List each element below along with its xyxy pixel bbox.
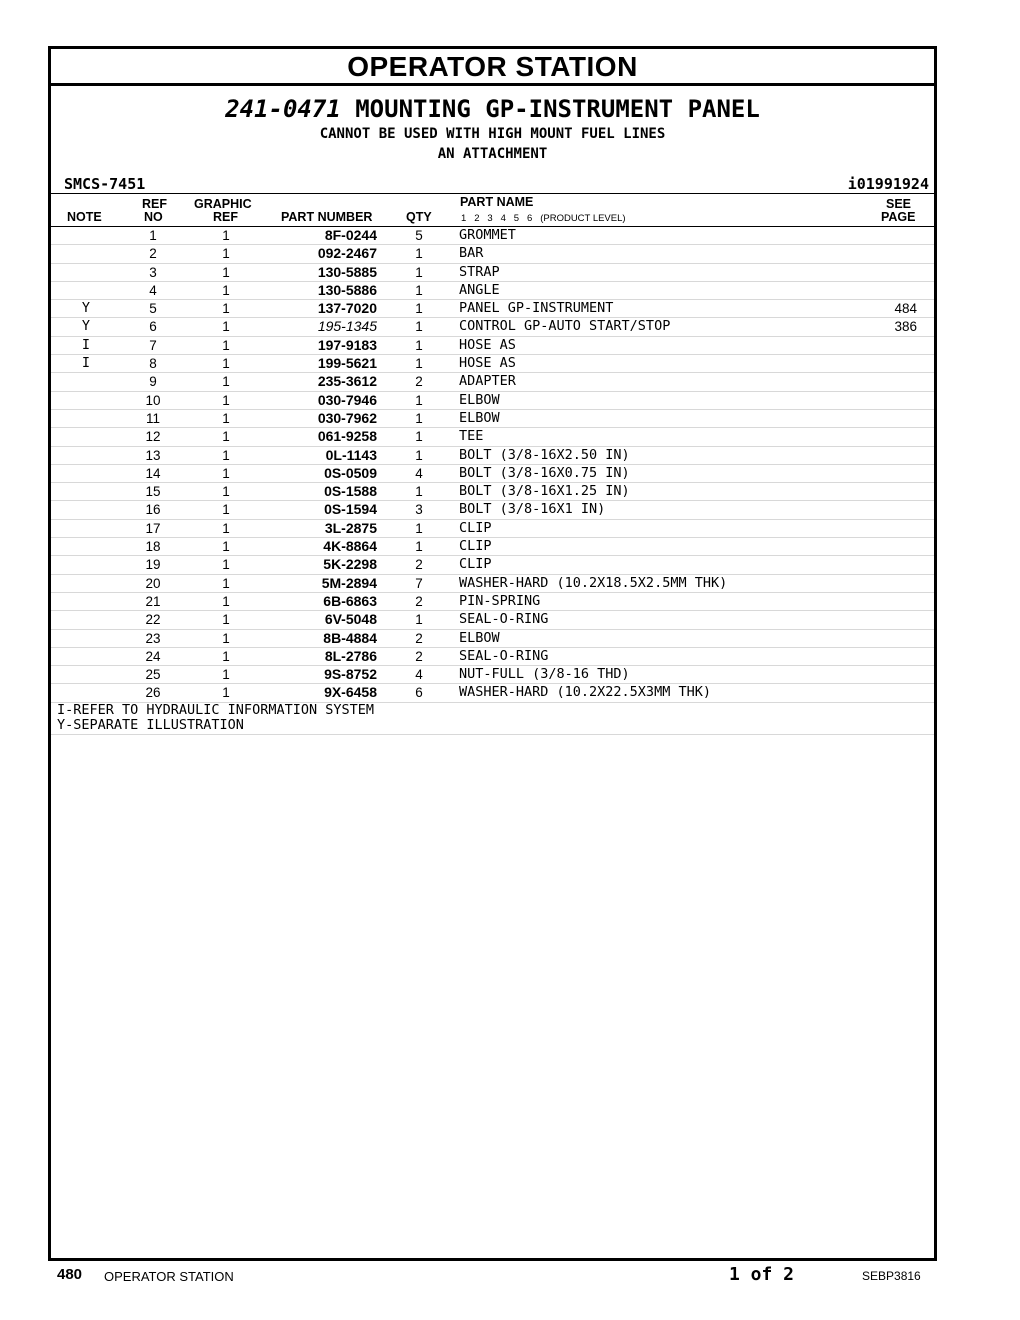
part-name-cell: CLIP: [459, 556, 492, 573]
note-cell: Y: [81, 300, 91, 317]
col-part-number: PART NUMBER: [281, 210, 373, 224]
table-row: [51, 575, 934, 593]
part-number-cell: 130-5886: [317, 281, 377, 298]
part-number-cell: 197-9183: [317, 336, 377, 353]
part-name-cell: ANGLE: [459, 281, 500, 298]
group-number: 241-0471: [225, 95, 341, 123]
ref-no-cell: 24: [145, 648, 161, 664]
page-footer: [0, 1262, 1020, 1292]
page-count: 1 of 2: [729, 1264, 795, 1285]
table-row: [51, 282, 934, 300]
part-number-cell: 0S-0509: [324, 464, 377, 481]
part-number-cell: 3L-2875: [324, 519, 377, 536]
part-name-cell: CLIP: [459, 538, 492, 555]
graphic-ref-cell: 1: [222, 630, 230, 646]
graphic-ref-cell: 1: [222, 465, 230, 481]
ref-no-cell: 21: [145, 593, 161, 609]
graphic-ref-cell: 1: [222, 447, 230, 463]
group-name: MOUNTING GP-INSTRUMENT PANEL: [355, 95, 760, 123]
qty-cell: 7: [415, 575, 423, 591]
qty-cell: 1: [415, 429, 423, 445]
ref-no-cell: 2: [149, 246, 157, 262]
note-cell: I: [81, 355, 91, 372]
graphic-ref-cell: 1: [222, 429, 230, 445]
qty-cell: 1: [415, 264, 423, 280]
qty-cell: 1: [415, 392, 423, 408]
graphic-ref-cell: 1: [222, 520, 230, 536]
ref-no-cell: 16: [145, 502, 161, 518]
table-row: [51, 373, 934, 391]
part-name-cell: CLIP: [459, 519, 492, 536]
ref-no-cell: 7: [149, 337, 157, 353]
graphic-ref-cell: 1: [222, 374, 230, 390]
qty-cell: 1: [415, 410, 423, 426]
qty-cell: 5: [415, 228, 423, 243]
group-note-1: CANNOT BE USED WITH HIGH MOUNT FUEL LINES: [319, 126, 666, 142]
qty-cell: 1: [415, 319, 423, 335]
legend-item-y: Y-SEPARATE ILLUSTRATION: [57, 716, 244, 733]
illustration-id: i01991924: [847, 175, 929, 193]
col-note: NOTE: [67, 210, 102, 224]
group-title: [51, 94, 934, 124]
graphic-ref-cell: 1: [222, 228, 230, 243]
graphic-ref-cell: 1: [222, 502, 230, 518]
ref-no-cell: 17: [145, 520, 161, 536]
graphic-ref-cell: 1: [222, 264, 230, 280]
table-row: [51, 520, 934, 538]
table-row: [51, 428, 934, 446]
graphic-ref-cell: 1: [222, 319, 230, 335]
table-row: [51, 337, 934, 355]
part-number-cell: 8B-4884: [323, 629, 377, 646]
part-name-cell: PIN-SPRING: [459, 592, 541, 609]
qty-cell: 2: [415, 557, 423, 573]
graphic-ref-cell: 1: [222, 282, 230, 298]
graphic-ref-cell: 1: [222, 356, 230, 372]
table-row: [51, 611, 934, 629]
ref-no-cell: 6: [149, 319, 157, 335]
part-name-cell: GROMMET: [459, 227, 516, 243]
page-number: 480: [57, 1266, 83, 1283]
col-see-1: SEE: [886, 197, 912, 211]
qty-cell: 1: [415, 520, 423, 536]
part-number-cell: 0L-1143: [325, 446, 377, 463]
part-number-cell: 5M-2894: [321, 574, 377, 591]
ref-no-cell: 11: [145, 410, 160, 426]
part-name-cell: CONTROL GP-AUTO START/STOP: [459, 318, 671, 335]
part-number-cell: 8F-0244: [324, 227, 377, 243]
part-name-cell: ELBOW: [459, 391, 500, 408]
ref-no-cell: 9: [149, 374, 157, 390]
table-row: [51, 648, 934, 666]
part-name-cell: BOLT (3/8-16X0.75 IN): [459, 464, 630, 481]
part-name-cell: PANEL GP-INSTRUMENT: [459, 300, 614, 317]
col-ref-2: NO: [144, 210, 163, 224]
part-number-cell: 030-7946: [317, 391, 377, 408]
part-name-cell: ADAPTER: [459, 373, 516, 390]
graphic-ref-cell: 1: [222, 246, 230, 262]
qty-cell: 6: [415, 685, 423, 701]
part-name-cell: ELBOW: [459, 629, 500, 646]
col-ref-1: REF: [142, 197, 167, 211]
part-number-cell: 4K-8864: [323, 538, 377, 555]
part-number-cell: 5K-2298: [323, 556, 377, 573]
table-header: [51, 193, 934, 227]
qty-cell: 2: [415, 648, 423, 664]
part-number-cell: 137-7020: [317, 300, 377, 317]
page-frame: [48, 46, 937, 1261]
part-number-cell: 092-2467: [317, 245, 377, 262]
table-row: [51, 684, 934, 702]
part-name-cell: HOSE AS: [459, 355, 516, 372]
graphic-ref-cell: 1: [222, 484, 230, 500]
table-row: [51, 410, 934, 428]
table-row: [51, 355, 934, 373]
table-row: [51, 483, 934, 501]
legend: [51, 703, 934, 735]
table-row: [51, 264, 934, 282]
qty-cell: 1: [415, 612, 423, 628]
note-cell: Y: [81, 318, 91, 335]
part-number-cell: 6B-6863: [323, 592, 377, 609]
graphic-ref-cell: 1: [222, 612, 230, 628]
ref-no-cell: 4: [149, 282, 157, 298]
graphic-ref-cell: 1: [222, 557, 230, 573]
doc-id: SEBP3816: [862, 1269, 921, 1283]
graphic-ref-cell: 1: [222, 301, 230, 317]
qty-cell: 1: [415, 282, 423, 298]
table-row: [51, 630, 934, 648]
part-name-cell: HOSE AS: [459, 336, 516, 353]
graphic-ref-cell: 1: [222, 575, 230, 591]
ref-no-cell: 10: [145, 392, 161, 408]
part-name-cell: WASHER-HARD (10.2X22.5X3MM THK): [459, 684, 711, 701]
meta-row: [51, 171, 934, 193]
ref-no-cell: 19: [145, 557, 161, 573]
ref-no-cell: 22: [145, 612, 161, 628]
graphic-ref-cell: 1: [222, 410, 230, 426]
col-see-2: PAGE: [881, 210, 916, 224]
group-note-2: AN ATTACHMENT: [437, 146, 548, 162]
table-row: [51, 227, 934, 245]
col-product-level: 1 2 3 4 5 6 (PRODUCT LEVEL): [461, 213, 626, 224]
col-graphic-1: GRAPHIC: [194, 197, 252, 211]
part-name-cell: STRAP: [459, 263, 500, 280]
part-number-cell: 195-1345: [317, 318, 377, 335]
part-name-cell: SEAL-O-RING: [459, 611, 549, 628]
graphic-ref-cell: 1: [222, 648, 230, 664]
graphic-ref-cell: 1: [222, 685, 230, 701]
part-number-cell: 9X-6458: [324, 684, 377, 701]
see-page-cell: 386: [894, 319, 917, 335]
qty-cell: 4: [415, 465, 423, 481]
part-number-cell: 6V-5048: [324, 611, 377, 628]
part-name-cell: WASHER-HARD (10.2X18.5X2.5MM THK): [459, 574, 728, 591]
legend-item-i: I-REFER TO HYDRAULIC INFORMATION SYSTEM: [57, 701, 374, 718]
parts-table: [51, 227, 934, 703]
part-number-cell: 8L-2786: [324, 647, 377, 664]
table-row: [51, 447, 934, 465]
part-number-cell: 030-7962: [317, 409, 377, 426]
qty-cell: 2: [415, 374, 423, 390]
part-name-cell: BAR: [459, 245, 484, 262]
ref-no-cell: 12: [145, 429, 161, 445]
table-row: [51, 245, 934, 263]
smcs-code: SMCS-7451: [64, 175, 146, 193]
part-name-cell: BOLT (3/8-16X1.25 IN): [459, 483, 630, 500]
part-name-cell: ELBOW: [459, 409, 500, 426]
ref-no-cell: 23: [145, 630, 161, 646]
ref-no-cell: 26: [145, 685, 161, 701]
ref-no-cell: 3: [149, 264, 157, 280]
table-row: [51, 556, 934, 574]
col-part-name: PART NAME: [460, 195, 534, 209]
qty-cell: 4: [415, 667, 423, 683]
part-number-cell: 061-9258: [317, 428, 377, 445]
graphic-ref-cell: 1: [222, 667, 230, 683]
qty-cell: 1: [415, 539, 423, 555]
qty-cell: 2: [415, 593, 423, 609]
table-row: [51, 593, 934, 611]
ref-no-cell: 1: [149, 228, 157, 243]
graphic-ref-cell: 1: [222, 593, 230, 609]
part-number-cell: 130-5885: [317, 263, 377, 280]
qty-cell: 1: [415, 246, 423, 262]
qty-cell: 1: [415, 337, 423, 353]
ref-no-cell: 5: [149, 301, 157, 317]
qty-cell: 3: [415, 502, 423, 518]
part-number-cell: 9S-8752: [324, 666, 377, 683]
ref-no-cell: 13: [145, 447, 161, 463]
graphic-ref-cell: 1: [222, 337, 230, 353]
part-name-cell: BOLT (3/8-16X2.50 IN): [459, 446, 630, 463]
ref-no-cell: 18: [145, 539, 161, 555]
qty-cell: 1: [415, 356, 423, 372]
qty-cell: 1: [415, 484, 423, 500]
graphic-ref-cell: 1: [222, 539, 230, 555]
table-row: [51, 392, 934, 410]
qty-cell: 1: [415, 447, 423, 463]
ref-no-cell: 25: [145, 667, 161, 683]
part-name-cell: NUT-FULL (3/8-16 THD): [459, 666, 630, 683]
col-graphic-2: REF: [213, 210, 238, 224]
section-title: OPERATOR STATION: [51, 49, 934, 86]
ref-no-cell: 20: [145, 575, 161, 591]
see-page-cell: 484: [894, 301, 917, 317]
part-number-cell: 0S-1594: [324, 501, 377, 518]
ref-no-cell: 8: [149, 356, 157, 372]
col-qty: QTY: [406, 210, 432, 224]
table-row: [51, 318, 934, 336]
table-row: [51, 465, 934, 483]
part-number-cell: 0S-1588: [324, 483, 377, 500]
part-number-cell: 199-5621: [317, 355, 377, 372]
part-name-cell: BOLT (3/8-16X1 IN): [459, 501, 606, 518]
ref-no-cell: 15: [145, 484, 161, 500]
qty-cell: 1: [415, 301, 423, 317]
page-title: OPERATOR STATION: [104, 1269, 234, 1284]
part-number-cell: 235-3612: [317, 373, 377, 390]
table-row: [51, 538, 934, 556]
note-cell: I: [81, 336, 91, 353]
table-row: [51, 300, 934, 318]
table-row: [51, 666, 934, 684]
ref-no-cell: 14: [145, 465, 161, 481]
graphic-ref-cell: 1: [222, 392, 230, 408]
table-row: [51, 501, 934, 519]
qty-cell: 2: [415, 630, 423, 646]
part-name-cell: SEAL-O-RING: [459, 647, 549, 664]
part-name-cell: TEE: [459, 428, 484, 445]
